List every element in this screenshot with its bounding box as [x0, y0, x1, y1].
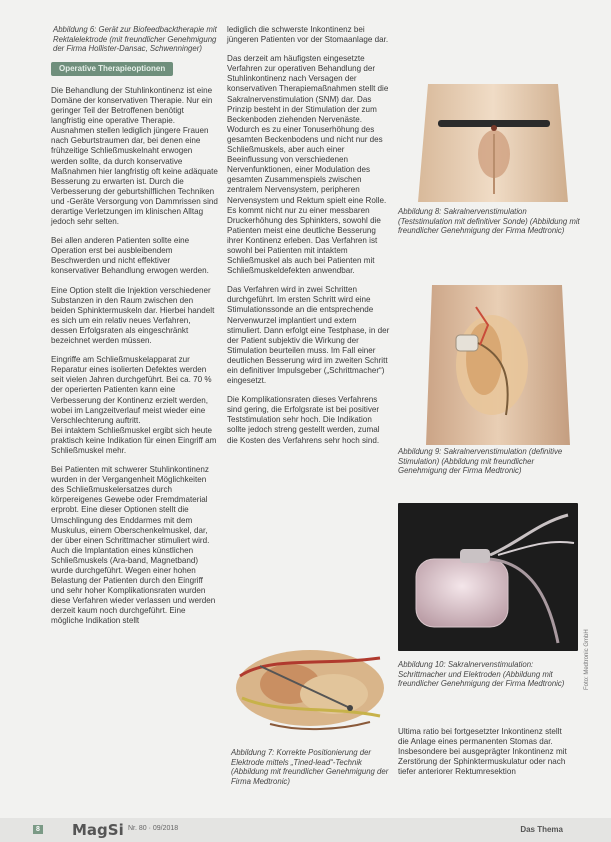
paragraph: Die Behandlung der Stuhlinkontinenz ist eine Domäne der konservativen Therapie. Nur ein geringer Teil der Betroffenen benötigt langfristig eine operative Therapie. Ausnahmen stellen lediglich jüngere Frauen nach Geburtstraumen dar, bei denen eine frühzeitige Schließmuskelnaht erwogen werden sollte, da durch konservative Maßnahmen hier langfristig oft keine adäquate Besserung zu erwarten ist. Durch die Verbesserung der geburtshilflichen Techniken und -Geräte Versorgung von Dammrissen sind derartige Verletzungen im klinischen Alltag jedoch sehr selten.: [51, 85, 218, 227]
figure-8-caption: Abbildung 8: Sakralnervenstimulation (Teststimulation mit definitiver Sonde) (Abbildung mit freundlicher Genehmigung der Firma Medtronic): [398, 207, 580, 236]
figure-6-caption: Abbildung 6: Gerät zur Biofeedbacktherapie mit Rektalelektrode (mit freundlicher Genehmigung der Firma Hollister-Dansac, Schwenninger): [53, 25, 217, 54]
paragraph: Bei intaktem Schließmuskel ergibt sich heute praktisch keine Indikation für einen Eingriff am Schließmuskel mehr.: [51, 425, 217, 455]
page-footer: [0, 818, 611, 842]
column-2: [227, 25, 392, 455]
paragraph: Eingriffe am Schließmuskelapparat zur Reparatur eines isolierten Defektes werden seit vielen Jahren durchgeführt. Bei ca. 70 % der operierten Patienten kann eine Verbesserung der Kontinenz erzielt werden, wobei im Langzeitverlauf meist wieder eine Verschlechterung auftritt.: [51, 355, 212, 425]
page-number: 8: [33, 825, 43, 834]
figure-9-photo: [422, 285, 572, 445]
figure-10-photo: [398, 503, 578, 651]
paragraph: lediglich die schwerste Inkontinenz bei jüngeren Patienten vor der Stomaanlage dar.: [227, 25, 389, 45]
figure-7-caption: Abbildung 7: Korrekte Positionierung der Elektrode mittels „Tined-lead“-Technik (Abbildung mit freundlicher Genehmigung der Firma Medtronic): [231, 748, 389, 786]
paragraph: Ultima ratio bei fortgesetzter Inkontinenz stellt die Anlage eines permanenten Stomas dar. Insbesondere bei ausgeprägter Inkontinenz mit Zerstörung der Sphinktermuskulatur oder nach tiefer anteriorer Rektumresektion: [398, 727, 567, 777]
figure-7-illustration: [230, 636, 390, 738]
sacral-test-stimulation-image: [408, 84, 578, 202]
paragraph: Bei allen anderen Patienten sollte eine Operation erst bei ausbleibendem Beschwerden und nicht effektiver konservativer Behandlung erwogen werden.: [51, 236, 209, 276]
figure-8-photo: [408, 84, 578, 202]
issue-label: Nr. 80 · 09/2018: [128, 825, 179, 832]
sacral-definitive-stimulation-image: [422, 285, 572, 445]
section-heading: Operative Therapieoptionen: [51, 62, 173, 76]
paragraph: Das derzeit am häufigsten eingesetzte Verfahren zur operativen Behandlung der Stuhlinkontinenz nach Versagen der konservativen Therapiemaßnahmen stellt die Sakralnervenstimulation (SNM) dar. Das Prinzip besteht in der Stimulation der zum Beckenboden ziehenden Nervenäste. Wodurch es zu einer Tonuserhöhung des gesamten Beckenbodens und nicht nur des Schließmuskels, aber auch einer Beeinflussung von verschiedenen Nervenfunktionen, einer Modulation des gesamten Zusammenspiels zwischen zentralem Nervensystem, peripheren Nervensystem und Rektum spielt eine Rolle. Es kommt nicht nur zu einer messbaren Druckerhöhung des Sphinkters, sowohl die Patienten meist eine deutliche Besserung ihrer Kontinenz erleben. Das Verfahren ist sowohl bei Patienten mit intaktem Schließmuskel als auch bei Patienten mit Schließmuskeldefekten anwendbar.: [227, 54, 389, 276]
pacemaker-device-image: [398, 503, 578, 651]
magazine-title: MagSi: [72, 821, 124, 839]
paragraph: Eine Option stellt die Injektion verschiedener Substanzen in den Raum zwischen den beiden Sphinktermuskeln dar. Hierbei handelt es sich um ein relativ neues Verfahren, dessen Erfolgsraten als eingeschränkt bezeichnet werden müssen.: [51, 285, 215, 346]
figure-10-caption: Abbildung 10: Sakralnervenstimulation: Schrittmacher und Elektroden (Abbildung mit freundlicher Genehmigung der Firma Medtronic): [398, 660, 565, 689]
paragraph: Bei Patienten mit schwerer Stuhlinkontinenz wurden in der Vergangenheit Möglichkeiten des Schließmuskelersatzes durch körpereigenes Gewebe oder Fremdmaterial erprobt. Eine dieser Optionen stellt die Umschlingung des Enddarmes mit dem Muskulus, einem Oberschenkelmuskel, dar, der über einen Schrittmacher stimuliert wird. Auch die Implantation eines künstlichen Schließmuskels (Ara-band, Magnetband) wurde durchgeführt. Wegen einer hohen Belastung der Patienten durch den Eingriff und sehr hoher Komplikationsraten wurden diese Verfahren wieder verlassen und werden derzeit kaum noch durchgeführt. Eine mögliche Indikation stellt: [51, 465, 216, 626]
column-1: [51, 25, 218, 636]
nerve-anatomy-image: [230, 636, 390, 738]
paragraph: Die Komplikationsraten dieses Verfahrens sind gering, die Erfolgsrate ist bei positiver Teststimulation sehr hoch. Die Indikation sollte jedoch streng gestellt werden, zumal die Kosten des Verfahrens sehr hoch sind.: [227, 395, 380, 445]
section-label: Das Thema: [520, 825, 563, 834]
figure-9-caption: Abbildung 9: Sakralnervenstimulation (definitive Stimulation) (Abbildung mit freundlicher Genehmigung der Firma Medtronic): [398, 447, 563, 476]
photo-credit: Foto: Medtronic GmbH: [584, 629, 590, 690]
paragraph: Das Verfahren wird in zwei Schritten durchgeführt. Im ersten Schritt wird eine Stimulationssonde an die entsprechende Nervenwurzel implantiert und extern stimuliert. Dann erfolgt eine Testphase, in der der Patient subjektiv die Wirkung der Stimulation beurteilen muss. Im Fall einer deutlichen Besserung wird im zweiten Schritt ein definitiver Impulsgeber („Schrittmacher“) eingesetzt.: [227, 285, 390, 386]
